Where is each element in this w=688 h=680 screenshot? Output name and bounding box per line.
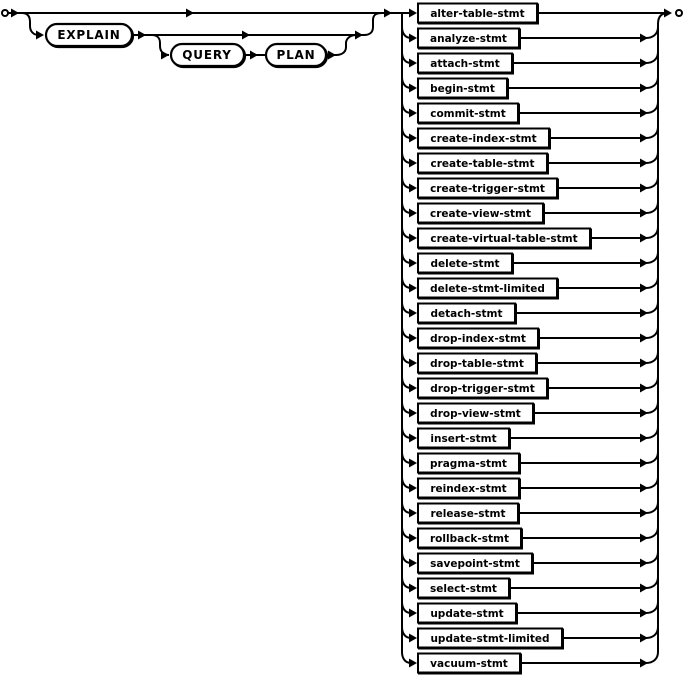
arrowhead-icon [328, 51, 336, 60]
branch-row [402, 152, 658, 173]
arrowhead-icon [409, 159, 417, 168]
arrowhead-icon [409, 434, 417, 443]
nonterminal-label: reindex-stmt [430, 483, 507, 495]
arrowhead-icon [409, 409, 417, 418]
query-label: QUERY [182, 48, 232, 62]
branch-row [402, 127, 658, 148]
branch-exit-curve [646, 202, 658, 213]
arrowhead-icon [664, 9, 672, 18]
nonterminal-label: delete-stmt [430, 258, 500, 270]
nonterminal-label: release-stmt [430, 508, 506, 520]
arrowhead-icon [409, 84, 417, 93]
branch-row [402, 577, 658, 598]
arrowhead-icon [138, 31, 146, 40]
nonterminal-label: delete-stmt-limited [430, 283, 545, 295]
nonterminal-label: detach-stmt [430, 308, 503, 320]
branch-row [402, 652, 658, 673]
branch-exit-curve [646, 477, 658, 488]
branch-row [402, 402, 658, 423]
arrowhead-icon [409, 334, 417, 343]
nonterminal-label: drop-index-stmt [430, 333, 526, 345]
branch-exit-curve [646, 527, 658, 538]
branch-row [402, 227, 658, 248]
branch-exit-curve [646, 302, 658, 313]
nonterminal-label: rollback-stmt [430, 533, 509, 545]
arrowhead-icon [409, 34, 417, 43]
nonterminal-label: update-stmt [430, 608, 504, 620]
nonterminal-label: create-virtual-table-stmt [430, 233, 578, 245]
arrowhead-icon [409, 109, 417, 118]
branch-row [402, 502, 658, 523]
query-entry-curve [152, 35, 169, 55]
arrowhead-icon [409, 659, 417, 668]
branch-exit-curve [646, 102, 658, 113]
branch-exit-curve [646, 52, 658, 63]
branch-exit-curve [646, 27, 658, 38]
arrowhead-icon [409, 209, 417, 218]
end-terminal [664, 9, 682, 18]
start-terminal [2, 10, 8, 16]
branch-row [402, 177, 658, 198]
branch-row [402, 77, 658, 98]
start-circle-icon [2, 10, 8, 16]
nonterminal-label: create-view-stmt [430, 208, 531, 220]
branch-row [402, 52, 658, 73]
branch-exit-curve [646, 127, 658, 138]
nonterminal-label: update-stmt-limited [430, 633, 550, 645]
branch-exit-curve [646, 552, 658, 563]
branch-exit-curve [646, 77, 658, 88]
branch-exit-curve [646, 352, 658, 363]
nonterminal-label: attach-stmt [430, 58, 500, 70]
branch-exit-curve [646, 327, 658, 338]
arrowhead-icon [242, 31, 250, 40]
nonterminal-label: create-index-stmt [430, 133, 537, 145]
branch-row [402, 552, 658, 573]
explain-branch [22, 13, 382, 46]
nonterminal-label: create-trigger-stmt [430, 183, 545, 195]
arrowhead-icon [409, 59, 417, 68]
branch-exit-curve [646, 377, 658, 388]
nonterminal-label: vacuum-stmt [430, 658, 508, 670]
arrowhead-icon [186, 9, 194, 18]
branch-row [402, 602, 658, 623]
branch-row [402, 327, 658, 348]
arrowhead-icon [355, 31, 363, 40]
arrowhead-icon [409, 284, 417, 293]
branch-exit-curve [646, 252, 658, 263]
arrowhead-icon [409, 534, 417, 543]
branch-row [402, 452, 658, 473]
arrowhead-icon [409, 384, 417, 393]
arrowhead-icon [409, 359, 417, 368]
arrowhead-icon [409, 484, 417, 493]
branch-row [402, 627, 658, 648]
nonterminal-label: select-stmt [430, 583, 497, 595]
arrowhead-icon [250, 51, 258, 60]
nonterminal-label: begin-stmt [430, 83, 495, 95]
arrowhead-icon [409, 259, 417, 268]
nonterminal-label: alter-table-stmt [430, 8, 525, 20]
branch-exit-curve [646, 627, 658, 638]
branch-row [402, 302, 658, 323]
branch-row [402, 27, 658, 48]
main-rail [8, 9, 411, 18]
branch-row [402, 477, 658, 498]
nonterminal-label: pragma-stmt [430, 458, 507, 470]
arrowhead-icon [409, 509, 417, 518]
arrowhead-icon [409, 234, 417, 243]
branch-exit-curve [646, 227, 658, 238]
nonterminal-label: create-table-stmt [430, 158, 535, 170]
arrowhead-icon [409, 9, 417, 18]
nonterminal-label: drop-trigger-stmt [430, 383, 535, 395]
explain-label: EXPLAIN [57, 28, 121, 42]
arrowhead-icon [409, 584, 417, 593]
branch-exit-curve [646, 277, 658, 288]
nonterminal-label: savepoint-stmt [430, 558, 520, 570]
plan-label: PLAN [276, 48, 316, 62]
branch-exit-curve [646, 502, 658, 513]
branch-row [402, 352, 658, 373]
nonterminal-label: commit-stmt [430, 108, 506, 120]
branch-exit-curve [646, 152, 658, 163]
plan-merge-curve [336, 35, 356, 55]
arrowhead-icon [409, 134, 417, 143]
branch-row [409, 4, 664, 23]
branch-row [402, 252, 658, 273]
nonterminal-label: drop-view-stmt [430, 408, 521, 420]
arrowhead-icon [11, 9, 19, 18]
branch-row [402, 102, 658, 123]
arrowhead-icon [409, 184, 417, 193]
explain-merge-curve [364, 13, 382, 35]
branch-exit-curve [646, 452, 658, 463]
branch-exit-curve [646, 427, 658, 438]
branch-row [402, 527, 658, 548]
arrowhead-icon [161, 51, 169, 60]
arrowhead-icon [409, 459, 417, 468]
branch-row [402, 377, 658, 398]
arrowhead-icon [384, 9, 392, 18]
branch-exit-curve [646, 177, 658, 188]
branch-exit-curve [646, 652, 658, 663]
branch-alternatives [402, 4, 664, 673]
nonterminal-label: insert-stmt [430, 433, 497, 445]
branch-row [402, 427, 658, 448]
end-circle-icon [676, 10, 682, 16]
branch-exit-curve [646, 577, 658, 588]
branch-exit-curve [646, 602, 658, 613]
nonterminal-label: drop-table-stmt [430, 358, 524, 370]
arrowhead-icon [409, 309, 417, 318]
nonterminal-label: analyze-stmt [430, 33, 507, 45]
branch-row [402, 277, 658, 298]
branch-row [402, 202, 658, 223]
query-plan-branch [152, 35, 356, 66]
arrowhead-icon [409, 609, 417, 618]
arrowhead-icon [36, 31, 44, 40]
arrowhead-icon [409, 634, 417, 643]
arrowhead-icon [409, 559, 417, 568]
branch-exit-curve [646, 402, 658, 413]
